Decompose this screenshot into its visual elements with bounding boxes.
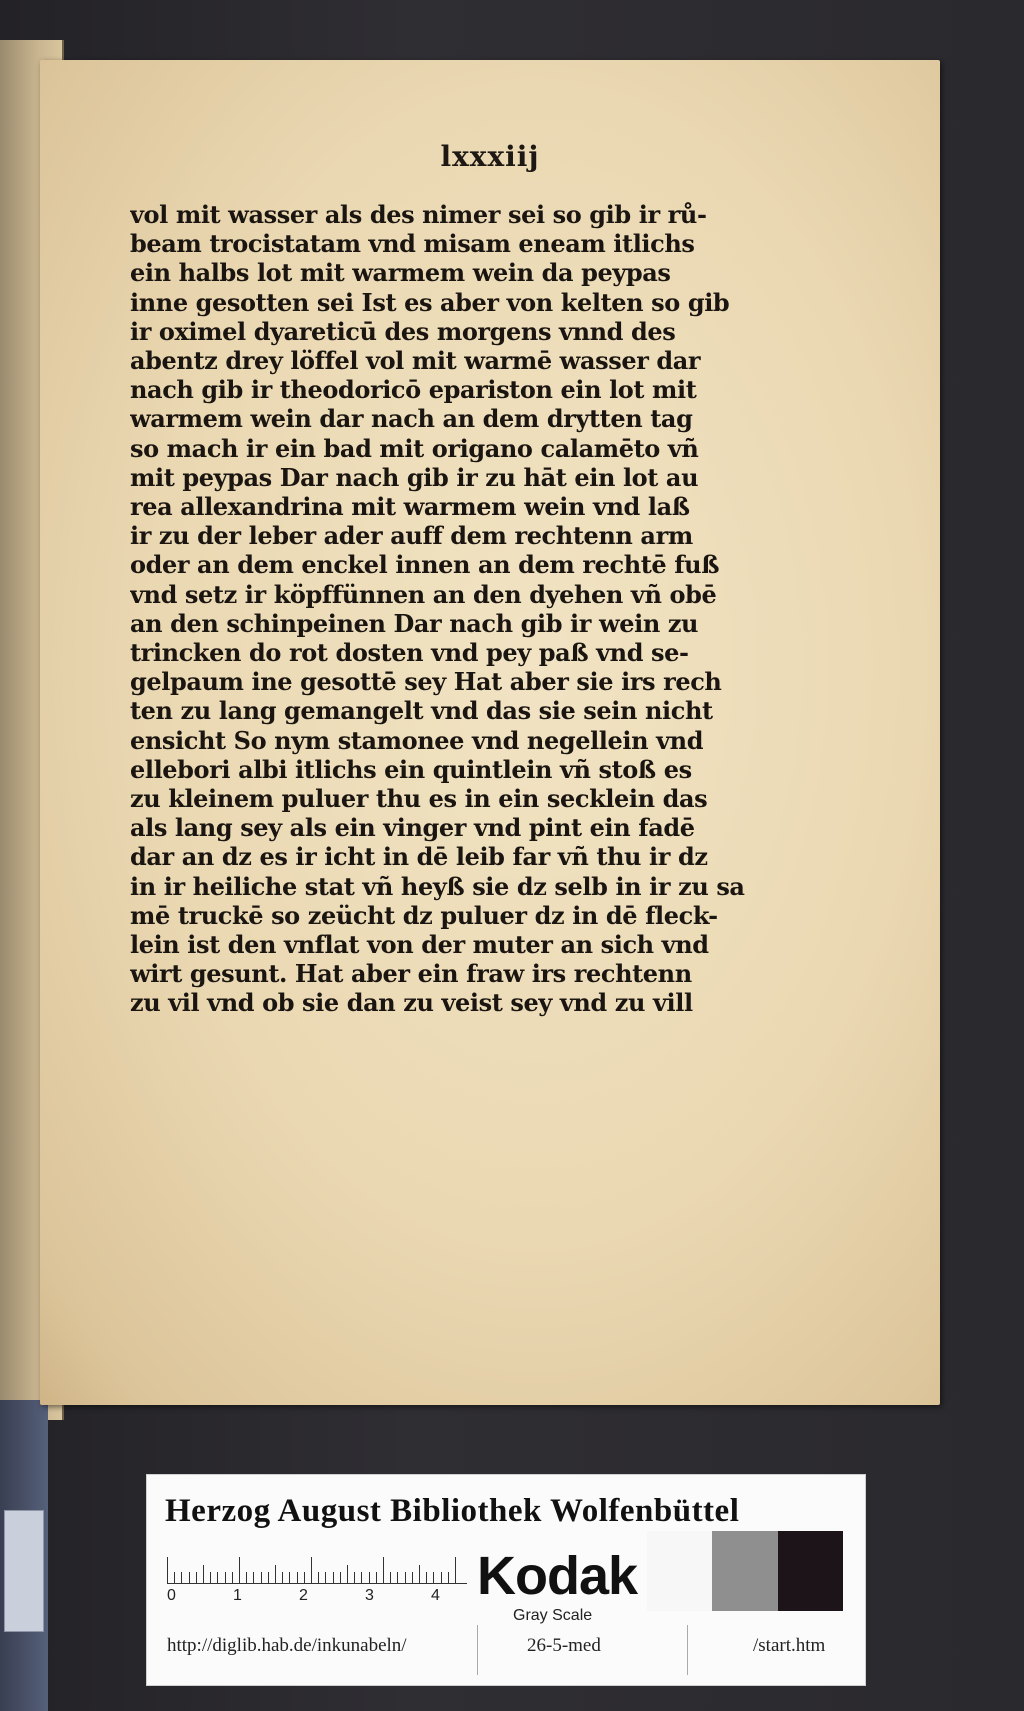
text-line: ten zu lang gemangelt vnd das sie sein nicht [130,696,713,726]
ruler-tick [318,1572,319,1583]
text-line: beam trocistatam vnd misam eneam itlichs [130,229,695,259]
text-line: warmem wein dar nach an dem drytten tag [130,404,693,434]
ruler-tick [232,1572,233,1583]
ruler-tick [239,1557,240,1583]
ruler-tick [304,1572,305,1583]
library-name: Herzog August Bibliothek Wolfenbüttel [165,1493,740,1529]
text-line: gelpaum ine gesottē sey Hat aber sie irs rech [130,667,722,697]
ruler-tick [426,1572,427,1583]
gray-scale-swatches [647,1531,843,1611]
text-line: an den schinpeinen Dar nach gib ir wein zu [130,608,699,638]
ruler-tick [397,1572,398,1583]
divider [477,1625,478,1675]
text-line: vnd setz ir köpffünnen an den dyehen vñ obē [130,579,717,609]
text-line: in ir heiliche stat vñ heyß sie dz selb in ir zu sa [130,871,745,901]
ruler-tick [203,1565,204,1583]
ruler-tick [189,1572,190,1583]
gray-swatch [778,1531,843,1611]
text-line: zu vil vnd ob sie dan zu veist sey vnd zu vill [130,988,693,1018]
ruler-number: 1 [233,1587,242,1604]
text-line: zu kleinem puluer thu es in ein secklein das [130,784,708,814]
ruler-tick [289,1572,290,1583]
ruler-tick [340,1572,341,1583]
ruler-tick [383,1557,384,1583]
ruler-tick [419,1565,420,1583]
ruler-tick [405,1572,406,1583]
text-line: lein ist den vnflat von der muter an sich vnd [130,930,709,960]
ruler-tick [210,1572,211,1583]
text-line: inne gesotten sei Ist es aber von kelten so gib [130,287,730,317]
ruler-tick [311,1557,312,1583]
text-line: mē truckē so zeücht dz puluer dz in dē fleck- [130,900,718,930]
ruler-tick [441,1572,442,1583]
text-block [130,200,770,1018]
gray-swatch [712,1531,777,1611]
ruler-tick [217,1572,218,1583]
ruler-tick [268,1572,269,1583]
color-target-card [146,1474,866,1686]
ruler-number: 2 [299,1587,308,1604]
text-line: als lang sey als ein vinger vnd pint ein fadē [130,813,695,843]
text-line: trincken do rot dosten vnd pey paß vnd se- [130,638,689,668]
ruler-number: 3 [365,1587,374,1604]
ruler-tick [455,1557,456,1583]
ruler-tick [261,1572,262,1583]
kodak-logo: Kodak [477,1546,638,1606]
ruler-tick [354,1572,355,1583]
ruler-tick [333,1572,334,1583]
ruler-number: 4 [431,1587,440,1604]
url-left: http://diglib.hab.de/inkunabeln/ [167,1635,407,1656]
ruler-tick [174,1572,175,1583]
ruler-tick [369,1572,370,1583]
ruler-tick [361,1572,362,1583]
ruler-tick [297,1572,298,1583]
text-line: wirt gesunt. Hat aber ein fraw irs rechtenn [130,959,692,989]
ruler-tick [181,1572,182,1583]
manuscript-page [40,60,940,1405]
ruler-tick [390,1572,391,1583]
url-right: /start.htm [753,1635,826,1656]
text-line: vol mit wasser als des nimer sei so gib ir rů- [130,200,707,229]
text-line: dar an dz es ir icht in dē leib far vñ thu ir dz [130,842,708,872]
ruler [167,1555,467,1584]
text-line: ensicht So nym stamonee vnd negellein vnd [130,725,704,755]
text-line: nach gib ir theodoricō epariston ein lot mit [130,375,697,405]
text-line: ir oximel dyareticū des morgens vnnd des [130,316,676,346]
gray-swatch [647,1531,712,1611]
ruler-tick [282,1572,283,1583]
ruler-tick [376,1572,377,1583]
text-line: ein halbs lot mit warmem wein da peypas [130,258,671,288]
text-line: ellebori albi itlichs ein quintlein vñ stoß es [130,754,692,784]
ruler-numbers [167,1587,467,1609]
ruler-tick [412,1572,413,1583]
text-line: mit peypas Dar nach gib ir zu hāt ein lot au [130,462,699,492]
ruler-tick [225,1572,226,1583]
ruler-tick [253,1572,254,1583]
text-line: so mach ir ein bad mit origano calamēto vñ [130,433,699,463]
ruler-tick [448,1572,449,1583]
ruler-number: 0 [167,1587,176,1604]
text-line: ir zu der leber ader auff dem rechtenn arm [130,521,693,551]
ruler-tick [246,1572,247,1583]
divider [687,1625,688,1675]
ruler-tick [325,1572,326,1583]
text-line: rea allexandrina mit warmem wein vnd laß [130,492,690,522]
text-line: oder an dem enckel innen an dem rechtē fuß [130,550,720,580]
ruler-tick [167,1557,168,1583]
text-line: abentz drey löffel vol mit warmē wasser dar [130,346,701,376]
gray-scale-label: Gray Scale [513,1607,593,1624]
folio-number: lxxxiij [440,140,540,173]
ruler-tick [196,1572,197,1583]
ruler-tick [275,1565,276,1583]
ruler-tick [433,1572,434,1583]
ruler-tick [347,1565,348,1583]
spine-label [4,1510,44,1632]
catalog-code: 26-5-med [527,1635,601,1656]
